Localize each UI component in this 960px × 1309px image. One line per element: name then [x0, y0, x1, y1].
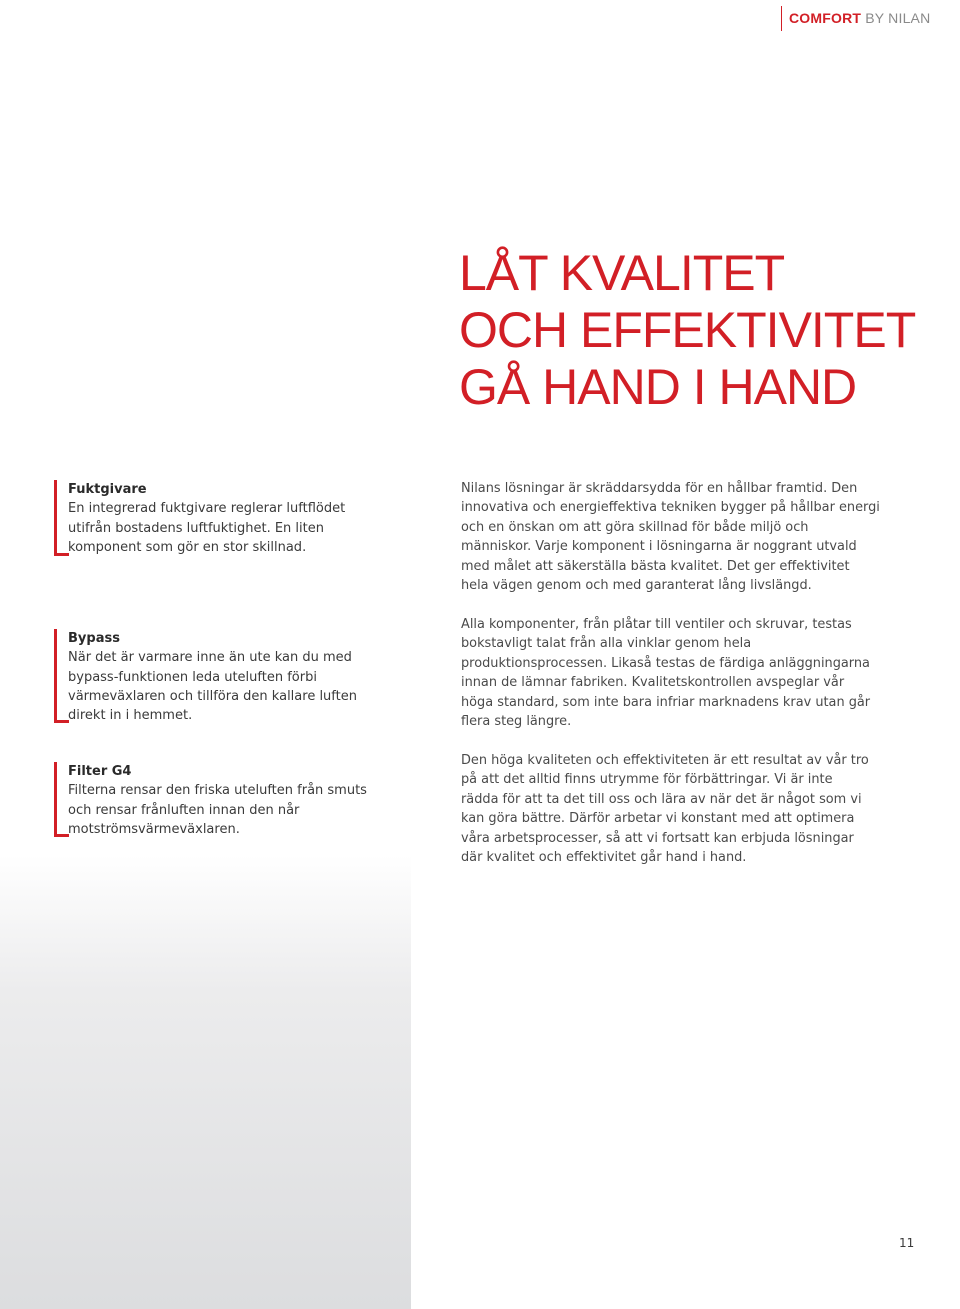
brand-header — [781, 6, 960, 31]
headline-line-3: GÅ HAND I HAND — [459, 359, 857, 415]
brand-name: COMFORT — [789, 10, 862, 26]
callout-title: Filter G4 — [68, 764, 132, 779]
callout-title: Bypass — [68, 631, 120, 646]
callout-title: Fuktgivare — [68, 482, 147, 497]
headline-line-1: LÅT KVALITET — [459, 245, 785, 301]
callout-description: När det är varmare inne än ute kan du med bypass-funktionen leda uteluften förbi värmeväxlaren och tillföra den kallare luften direkt in i hemmet. — [68, 650, 357, 724]
body-paragraph-2: Alla komponenter, från plåtar till ventiler och skruvar, testas bokstavligt talat från alla vinklar genom hela produktionsprocessen. Likaså testas de färdiga anläggningarna innan de lämnar fabriken. Kvalitetskontrollen avspeglar vår höga standard, som inte bara infriar marknadens krav utan går flera steg längre. — [461, 617, 871, 730]
callout-body — [68, 629, 358, 725]
brand-label — [789, 10, 930, 26]
gray-background-panel — [0, 855, 411, 1309]
page-headline — [459, 245, 915, 416]
brand-suffix: BY NILAN — [861, 10, 931, 26]
callout-description: En integrerad fuktgivare reglerar luftflödet utifrån bostadens luftfuktighet. En liten komponent som gör en stor skillnad. — [68, 501, 346, 555]
callout-bracket — [54, 629, 69, 723]
callout-description: Filterna rensar den friska uteluften från smuts och rensar frånluften innan den når motströmsvärmeväxlaren. — [68, 783, 367, 837]
callout-body — [68, 762, 368, 839]
body-paragraph-3: Den höga kvaliteten och effektiviteten är ett resultat av vår tro på att det alltid finns utrymme för förbättringar. Vi är inte rädda för att ta det till oss och lära av när det är något som vi kan göra bättre. Därför arbetar vi konstant med att optimera våra arbetsprocesser, så att vi fortsatt kan erbjuda lösningar där kvalitet och effektivitet går hand i hand. — [461, 753, 869, 866]
page-number: 11 — [899, 1236, 915, 1250]
headline-line-2: OCH EFFEKTIVITET — [459, 302, 916, 358]
callout-body — [68, 480, 388, 557]
body-paragraph-1: Nilans lösningar är skräddarsydda för en hållbar framtid. Den innovativa och energieffektiva tekniken bygger på hållbar energi och en önskan om att göra skillnad för både miljö och människor. Varje komponent i lösningarna är noggrant utvald med målet att säkerställa bästa kvalitet. Det ger effektivitet hela vägen genom och med garanterat lång livslängd. — [461, 481, 880, 594]
callout-bracket — [54, 762, 69, 837]
callout-bracket — [54, 480, 69, 556]
